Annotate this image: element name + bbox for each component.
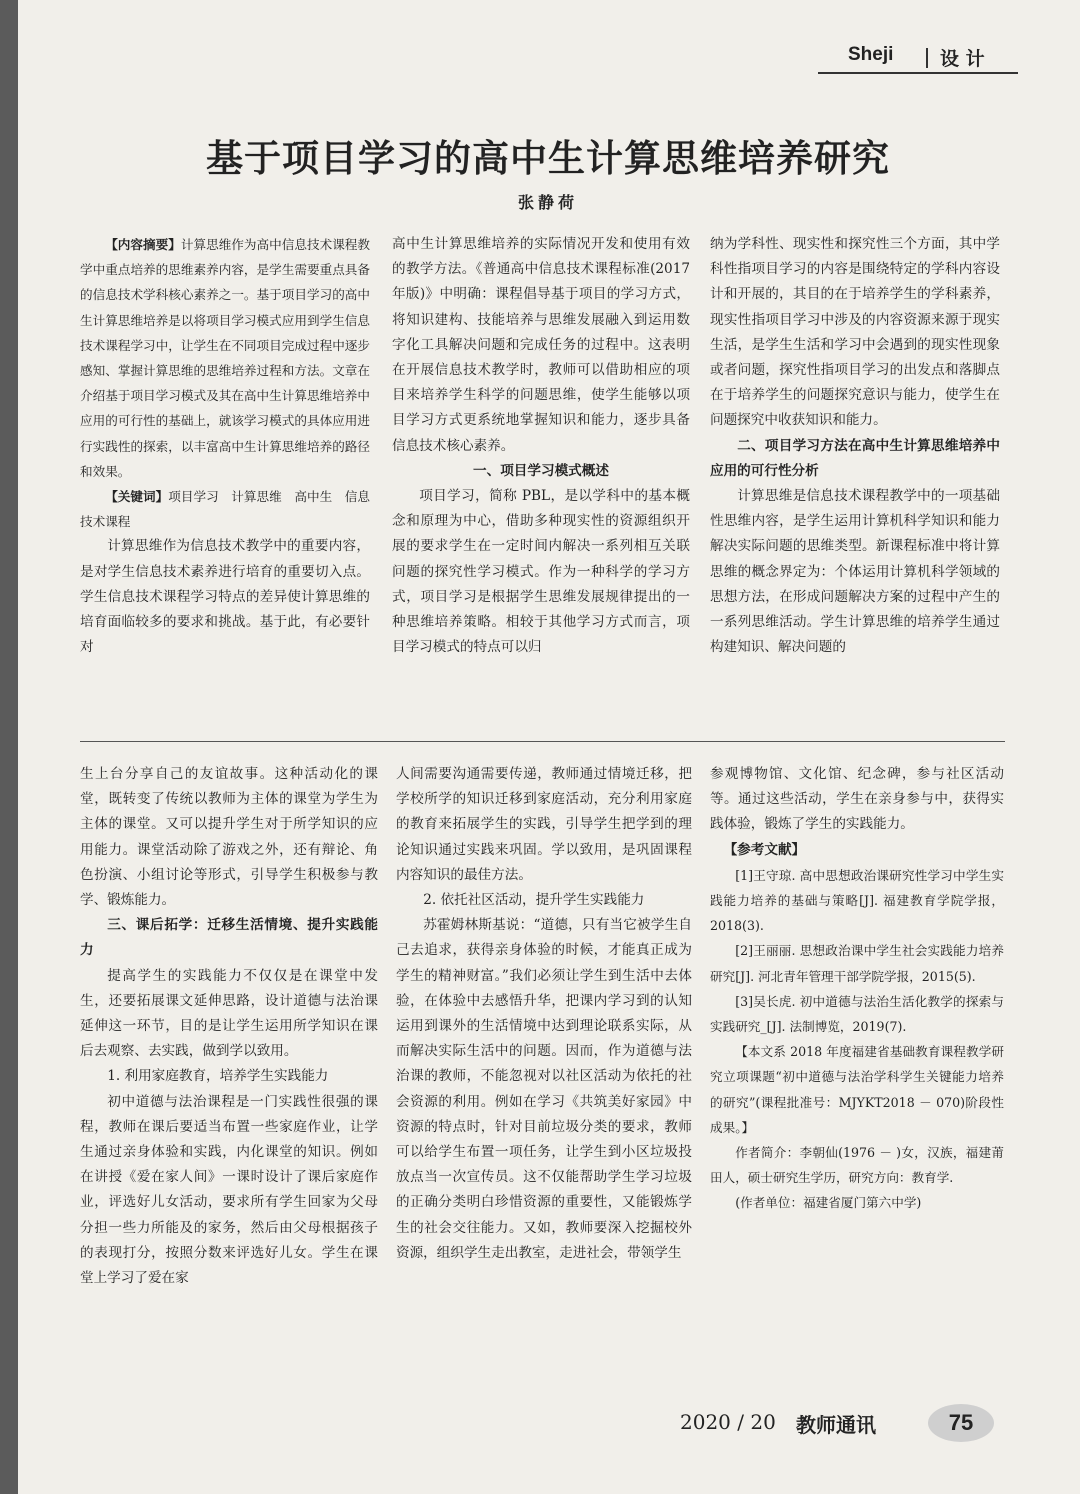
section-pinyin: Sheji <box>848 44 894 65</box>
section-header <box>818 42 1018 74</box>
section-name: 设 计 <box>940 48 985 70</box>
page-number: 75 <box>928 1404 994 1442</box>
section-heading-3: 三、课后拓学：迁移生活情境、提升实践能力 <box>80 917 378 959</box>
top-column-3 <box>710 232 1000 660</box>
keywords-label: 【关键词】 <box>105 489 169 505</box>
page-divider <box>80 741 1005 742</box>
keywords-text: 项目学习 计算思维 高中生 信息技术课程 <box>80 489 370 530</box>
journal-page <box>18 0 1080 1494</box>
practice-paragraph: 提高学生的实践能力不仅仅是在课堂中发生，还要拓展课文延伸思路，设计道德与法治课延伸这一环节，目的是让学生运用所学知识在课后去观察、去实践，做到学以致用。 <box>80 967 378 1060</box>
keywords <box>80 484 370 534</box>
section-2-paragraph: 计算思维是信息技术课程教学中的一项基础性思维内容，是学生运用计算机科学知识和能力解决实际问题的思维类型。新课程标准中将计算思维的概念界定为：个体运用计算机科学领域的思想方法，在形成问题解决方案的过程中产生的一系列思维活动。学生计算思维的培养学生通过构建知识、解决问题的 <box>710 488 1000 656</box>
activity-paragraph: 生上台分享自己的友谊故事。这种活动化的课堂，既转变了传统以教师为主体的课堂为学生为主体的课堂。又可以提升学生对于所学知识的应用能力。课堂活动除了游戏之外，还有辩论、角色扮演、小组讨论等形式，引导学生积极参与教学、锻炼能力。 <box>80 766 378 909</box>
family-paragraph: 初中道德与法治课程是一门实践性很强的课程，教师在课后要适当布置一些家庭作业，让学生通过亲身体验和实践，内化课堂的知识。例如在讲授《爱在家人间》一课时设计了课后家庭作业，评选好儿女活动，要求所有学生回家为父母分担一些力所能及的家务，然后由父母根据孩子的表现打分，按照分数来评选好儿女。学生在课堂上学习了爱在家 <box>80 1093 378 1287</box>
author-unit: (作者单位：福建省厦门第六中学) <box>735 1195 922 1211</box>
community-paragraph-cont: 参观博物馆、文化馆、纪念碑，参与社区活动等。通过这些活动，学生在亲身参与中，获得实践体验，锻炼了学生的实践能力。 <box>710 766 1004 833</box>
subheading-1: 1. 利用家庭教育，培养学生实践能力 <box>107 1068 329 1085</box>
header-divider <box>926 48 928 68</box>
section-1-paragraph: 项目学习，简称 PBL，是以学科中的基本概念和原理为中心，借助多种现实性的资源组织开展的要求学生在一定时间内解决一系列相互关联问题的探究性学习模式。作为一种科学的学习方式，项目学习是根据学生思维发展规律提出的一种思维培养策略。相较于其他学习方式而言，项目学习模式的特点可以归 <box>392 488 690 656</box>
abstract <box>80 232 370 484</box>
section-heading-2: 二、项目学习方法在高中生计算思维培养中应用的可行性分析 <box>710 437 1000 479</box>
top-column-1 <box>80 232 370 660</box>
intro-paragraph-cont: 高中生计算思维培养的实际情况开发和使用有效的教学方法。《普通高中信息技术课程标准(2017 年版)》中明确：课程倡导基于项目的学习方式，将知识建构、技能培养与思维发展融入到运用数字化工具解决问题和完成任务的过程中。这表明在开展信息技术教学时，教师可以借助相应的项目来培养学生科学的问题思维，使学生能够以项目学习方式更系统地掌握知识和能力，逐步具备信息技术核心素养。 <box>392 236 690 454</box>
bottom-column-1 <box>80 762 378 1291</box>
community-paragraph: 苏霍姆林斯基说：“道德，只有当它被学生自己去追求，获得亲身体验的时候，才能真正成为学生的精神财富。”我们必须让学生到生活中去体验，在体验中去感悟升华，把课内学习到的认知运用到课外的生活情境中达到理论联系实际，从而解决实际生活中的问题。因而，作为道德与法治课的教师，不能忽视对以社区活动为依托的社会资源的利用。例如在学习《共筑美好家园》中资源的特点时，针对目前垃圾分类的要求，教师可以给学生布置一项任务，让学生到小区垃圾投放点当一次宣传员。这不仅能帮助学生学习垃圾的正确分类明白珍惜资源的重要性，又能锻炼学生的社会交往能力。又如，教师要深入挖掘校外资源，组织学生走出教室，走进社会，带领学生 <box>396 917 692 1261</box>
issue-number: 2020 / 20 <box>680 1410 776 1434</box>
funding-note: 【本文系 2018 年度福建省基础教育课程教学研究立项课题“初中道德与法治学科学生关键能力培养的研究”(课程批准号：MJYKT2018 － 070)阶段性成果。】 <box>710 1044 1004 1135</box>
subheading-2: 2. 依托社区活动，提升学生实践能力 <box>423 892 645 909</box>
reference-2: [2]王丽丽. 思想政治课中学生社会实践能力培养研究[J]. 河北青年管理干部学院学报，2015(5). <box>710 943 1004 984</box>
section-1-paragraph-cont: 纳为学科性、现实性和探究性三个方面，其中学科性指项目学习的内容是围绕特定的学科内容设计和开展的，其目的在于培养学生的学科素养，现实性指项目学习中涉及的内容资源来源于现实生活，是学生生活和学习中会遇到的现实性现象或者问题，探究性指项目学习的出发点和落脚点在于培养学生的问题探究意识与能力，使学生在问题探究中收获知识和能力。 <box>710 236 1000 429</box>
references-title: 【参考文献】 <box>723 841 806 858</box>
abstract-text: 计算思维作为高中信息技术课程教学中重点培养的思维素养内容，是学生需要重点具备的信息技术学科核心素养之一。基于项目学习的高中生计算思维培养是以将项目学习模式应用到学生信息技术课程学习中，让学生在不同项目完成过程中逐步感知、掌握计算思维的思维培养过程和方法。文章在介绍基于项目学习模式及其在高中生计算思维培养中应用的可行性的基础上，就该学习模式的具体应用进行实践性的探索，以丰富高中生计算思维培养的路径和效果。 <box>80 237 370 479</box>
top-column-2 <box>392 232 690 660</box>
abstract-label: 【内容摘要】 <box>105 237 181 252</box>
bottom-column-2 <box>396 762 692 1266</box>
family-paragraph-cont: 人间需要沟通需要传递，教师通过情境迁移，把学校所学的知识迁移到家庭活动，充分利用家庭的教育来拓展学生的实践，引导学生把学到的理论知识通过实践来巩固。学以致用，是巩固课程内容知识的最佳方法。 <box>396 766 692 883</box>
bottom-column-3 <box>710 762 1004 1216</box>
magazine-name: 教师通讯 <box>796 1413 876 1437</box>
page-footer <box>658 1404 1028 1444</box>
intro-paragraph: 计算思维作为信息技术教学中的重要内容，是对学生信息技术素养进行培育的重要切入点。学生信息技术课程学习特点的差异使计算思维的培育面临较多的要求和挑战。基于此，有必要针对 <box>80 538 370 656</box>
reference-3: [3]吴长虎. 初中道德与法治生活化教学的探索与实践研究_[J]. 法制博览，2019(7). <box>710 993 1004 1035</box>
author-bio: 作者简介：李朝仙(1976 － )女，汉族，福建莆田人，硕士研究生学历，研究方向：教育学. <box>710 1145 1004 1186</box>
reference-1: [1]王守琼. 高中思想政治课研究性学习中学生实践能力培养的基础与策略[J]. 福建教育学院学报，2018(3). <box>710 867 1004 934</box>
section-heading-1: 一、项目学习模式概述 <box>473 462 609 479</box>
article-author: 张静荷 <box>517 193 578 212</box>
article-title: 基于项目学习的高中生计算思维培养研究 <box>206 137 890 180</box>
